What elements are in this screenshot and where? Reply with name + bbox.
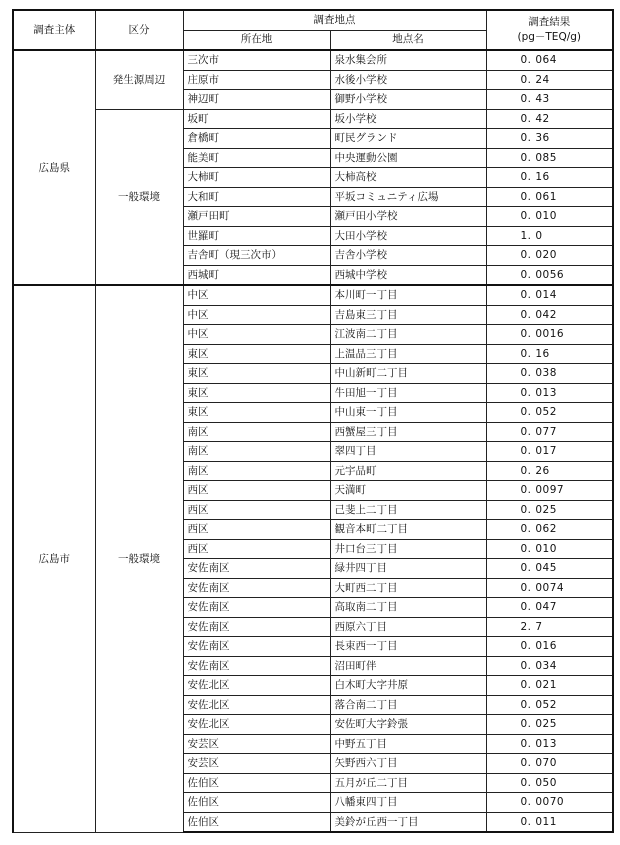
site-name-cell: 坂小学校 — [330, 109, 486, 129]
site-name-cell: 井口台三丁目 — [330, 539, 486, 559]
site-name-cell: 牛田旭一丁目 — [330, 383, 486, 403]
location-cell: 佐伯区 — [183, 812, 330, 832]
result-cell: 0. 013 — [486, 383, 613, 403]
table-body — [13, 50, 613, 832]
result-cell: 0. 077 — [486, 422, 613, 442]
location-cell: 東区 — [183, 364, 330, 384]
location-cell: 南区 — [183, 442, 330, 462]
location-cell: 能美町 — [183, 148, 330, 168]
result-cell: 0. 042 — [486, 305, 613, 325]
location-cell: 瀬戸田町 — [183, 207, 330, 227]
location-cell: 倉橋町 — [183, 129, 330, 149]
result-cell: 0. 085 — [486, 148, 613, 168]
location-cell: 安佐南区 — [183, 617, 330, 637]
result-cell: 0. 061 — [486, 187, 613, 207]
header-site: 調査地点 — [183, 10, 486, 30]
site-name-cell: 矢野西六丁目 — [330, 754, 486, 774]
result-cell: 0. 011 — [486, 812, 613, 832]
site-name-cell: 吉舎小学校 — [330, 246, 486, 266]
result-cell: 0. 062 — [486, 520, 613, 540]
site-name-cell: 西原六丁目 — [330, 617, 486, 637]
header-category: 区分 — [95, 10, 183, 50]
location-cell: 安芸区 — [183, 754, 330, 774]
location-cell: 安佐北区 — [183, 695, 330, 715]
location-cell: 中区 — [183, 305, 330, 325]
site-name-cell: 上温品三丁目 — [330, 344, 486, 364]
result-cell: 0. 025 — [486, 715, 613, 735]
result-cell: 0. 0097 — [486, 481, 613, 501]
result-cell: 0. 26 — [486, 461, 613, 481]
result-cell: 0. 43 — [486, 90, 613, 110]
table-row — [13, 50, 613, 70]
location-cell: 佐伯区 — [183, 773, 330, 793]
site-name-cell: 天満町 — [330, 481, 486, 501]
result-cell: 0. 0070 — [486, 793, 613, 813]
result-cell: 0. 070 — [486, 754, 613, 774]
location-cell: 三次市 — [183, 50, 330, 70]
location-cell: 安佐北区 — [183, 715, 330, 735]
location-cell: 安佐南区 — [183, 598, 330, 618]
location-cell: 佐伯区 — [183, 793, 330, 813]
site-name-cell: 泉水集会所 — [330, 50, 486, 70]
result-cell: 0. 010 — [486, 539, 613, 559]
result-cell: 0. 020 — [486, 246, 613, 266]
result-cell: 0. 052 — [486, 695, 613, 715]
site-name-cell: 西蟹屋三丁目 — [330, 422, 486, 442]
result-cell: 0. 16 — [486, 344, 613, 364]
entity-cell: 広島県 — [13, 50, 95, 285]
site-name-cell: 翠四丁目 — [330, 442, 486, 462]
location-cell: 安佐南区 — [183, 637, 330, 657]
result-cell: 0. 047 — [486, 598, 613, 618]
result-cell: 0. 017 — [486, 442, 613, 462]
result-cell: 2. 7 — [486, 617, 613, 637]
location-cell: 東区 — [183, 344, 330, 364]
category-cell: 発生源周辺 — [95, 50, 183, 109]
header-result-unit: (pg－TEQ/g) — [517, 31, 582, 43]
result-cell: 0. 42 — [486, 109, 613, 129]
site-name-cell: 長束西一丁目 — [330, 637, 486, 657]
table-row — [13, 285, 613, 305]
site-name-cell: 瀬戸田小学校 — [330, 207, 486, 227]
site-name-cell: 八幡東四丁目 — [330, 793, 486, 813]
header-entity: 調査主体 — [13, 10, 95, 50]
location-cell: 安佐北区 — [183, 676, 330, 696]
site-name-cell: 江波南二丁目 — [330, 325, 486, 345]
site-name-cell: 御野小学校 — [330, 90, 486, 110]
category-cell: 一般環境 — [95, 109, 183, 285]
site-name-cell: 西城中学校 — [330, 265, 486, 285]
result-cell: 0. 36 — [486, 129, 613, 149]
site-name-cell: 美鈴が丘西一丁目 — [330, 812, 486, 832]
site-name-cell: 落合南二丁目 — [330, 695, 486, 715]
location-cell: 南区 — [183, 422, 330, 442]
site-name-cell: 中央運動公園 — [330, 148, 486, 168]
site-name-cell: 中山新町二丁目 — [330, 364, 486, 384]
result-cell: 0. 24 — [486, 70, 613, 90]
site-name-cell: 吉島東三丁目 — [330, 305, 486, 325]
location-cell: 中区 — [183, 285, 330, 305]
result-cell: 0. 021 — [486, 676, 613, 696]
result-cell: 0. 014 — [486, 285, 613, 305]
result-cell: 0. 050 — [486, 773, 613, 793]
site-name-cell: 町民グランド — [330, 129, 486, 149]
result-cell: 0. 013 — [486, 734, 613, 754]
site-name-cell: 安佐町大字鈴張 — [330, 715, 486, 735]
site-name-cell: 沼田町伴 — [330, 656, 486, 676]
result-cell: 0. 016 — [486, 637, 613, 657]
site-name-cell: 緑井四丁目 — [330, 559, 486, 579]
site-name-cell: 本川町一丁目 — [330, 285, 486, 305]
location-cell: 西区 — [183, 500, 330, 520]
result-cell: 0. 0074 — [486, 578, 613, 598]
result-cell: 0. 0016 — [486, 325, 613, 345]
location-cell: 庄原市 — [183, 70, 330, 90]
site-name-cell: 平坂コミュニティ広場 — [330, 187, 486, 207]
result-cell: 0. 045 — [486, 559, 613, 579]
category-cell: 一般環境 — [95, 285, 183, 832]
site-name-cell: 元宇品町 — [330, 461, 486, 481]
site-name-cell: 水後小学校 — [330, 70, 486, 90]
header-site-name: 地点名 — [330, 30, 486, 50]
site-name-cell: 大田小学校 — [330, 226, 486, 246]
location-cell: 西区 — [183, 539, 330, 559]
site-name-cell: 大町西二丁目 — [330, 578, 486, 598]
location-cell: 西区 — [183, 481, 330, 501]
location-cell: 大和町 — [183, 187, 330, 207]
location-cell: 中区 — [183, 325, 330, 345]
site-name-cell: 大柿高校 — [330, 168, 486, 188]
location-cell: 安佐南区 — [183, 578, 330, 598]
location-cell: 西城町 — [183, 265, 330, 285]
location-cell: 東区 — [183, 383, 330, 403]
header-result-label: 調査結果 — [528, 16, 571, 28]
result-cell: 0. 0056 — [486, 265, 613, 285]
table-row — [13, 109, 613, 129]
result-cell: 1. 0 — [486, 226, 613, 246]
location-cell: 安芸区 — [183, 734, 330, 754]
entity-cell: 広島市 — [13, 285, 95, 832]
location-cell: 世羅町 — [183, 226, 330, 246]
site-name-cell: 己斐上二丁目 — [330, 500, 486, 520]
result-cell: 0. 064 — [486, 50, 613, 70]
site-name-cell: 白木町大字井原 — [330, 676, 486, 696]
location-cell: 吉舎町（現三次市） — [183, 246, 330, 266]
location-cell: 安佐南区 — [183, 559, 330, 579]
header-result — [486, 10, 613, 50]
dioxin-survey-table — [12, 9, 614, 833]
site-name-cell: 中山東一丁目 — [330, 403, 486, 423]
location-cell: 大柿町 — [183, 168, 330, 188]
result-cell: 0. 038 — [486, 364, 613, 384]
site-name-cell: 高取南二丁目 — [330, 598, 486, 618]
location-cell: 西区 — [183, 520, 330, 540]
result-cell: 0. 16 — [486, 168, 613, 188]
result-cell: 0. 052 — [486, 403, 613, 423]
result-cell: 0. 010 — [486, 207, 613, 227]
location-cell: 坂町 — [183, 109, 330, 129]
site-name-cell: 観音本町二丁目 — [330, 520, 486, 540]
site-name-cell: 中野五丁目 — [330, 734, 486, 754]
location-cell: 安佐南区 — [183, 656, 330, 676]
location-cell: 南区 — [183, 461, 330, 481]
result-cell: 0. 034 — [486, 656, 613, 676]
result-cell: 0. 025 — [486, 500, 613, 520]
location-cell: 東区 — [183, 403, 330, 423]
header-location: 所在地 — [183, 30, 330, 50]
location-cell: 神辺町 — [183, 90, 330, 110]
site-name-cell: 五月が丘二丁目 — [330, 773, 486, 793]
